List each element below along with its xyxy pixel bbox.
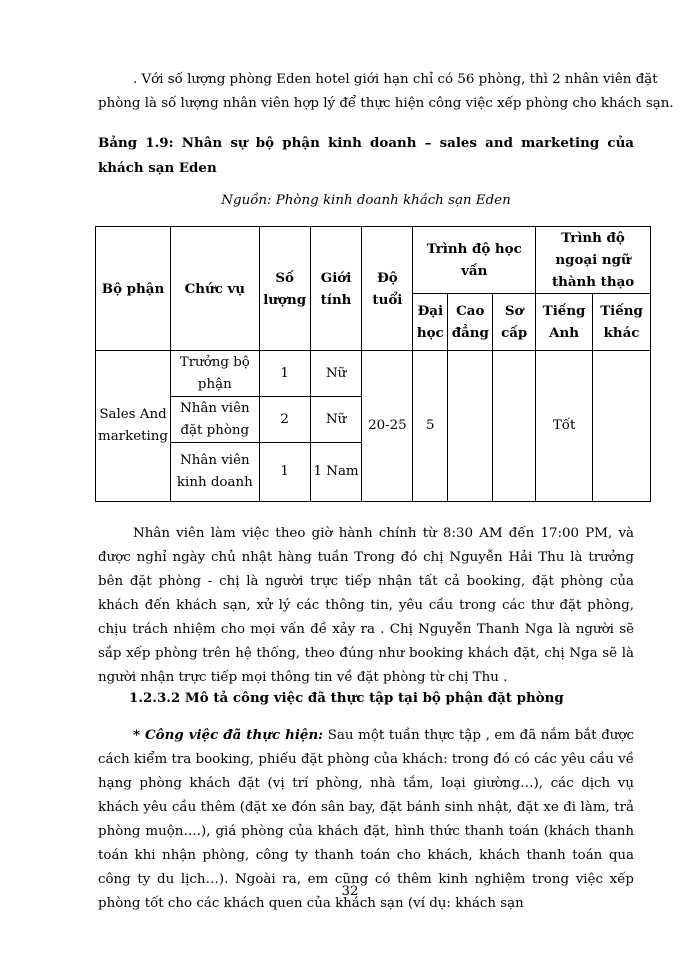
table-row [96,351,651,397]
section-title: 1.2.3.2 Mô tả công việc đã thực tập tại bộ phận đặt phòng [129,690,564,706]
university-cell: 5 [413,351,448,502]
intro-line-2: phòng là số lượng nhân viên hợp lý để thực hiện công việc xếp phòng cho khách sạn. [98,96,674,111]
header-english: Tiếng Anh [536,294,593,351]
table-caption: Bảng 1.9: Nhân sự bộ phận kinh doanh – sales and marketing của khách sạn Eden [98,135,634,176]
gender-cell: 1 Nam [310,443,362,502]
position-cell: Nhân viên kinh doanh [170,443,259,502]
header-college: Cao đẳng [448,294,493,351]
header-age: Độ tuổi [362,227,413,351]
work-done-lead: * Công việc đã thực hiện: [133,727,324,743]
position-cell: Nhân viên đặt phòng [170,397,259,443]
page-number: 32 [341,884,359,899]
gender-cell: Nữ [310,351,362,397]
quantity-cell: 2 [259,397,310,443]
header-gender: Giới tính [310,227,362,351]
quantity-cell: 1 [259,443,310,502]
paragraph-staff-schedule: Nhân viên làm việc theo giờ hành chính từ 8:30 AM đến 17:00 PM, và được nghỉ ngày chủ nhật hàng tuần Trong đó chị Nguyễn Hải Thu là trưởng bên đặt phòng - chị là người trực tiếp nhận tất cả booking, đặt phòng của khách đến khách sạn, xử lý các thông tin, yêu cầu trong các thư đặt phòng, chịu trách nhiệm cho mọi vấn đề xảy ra . Chị Nguyễn Thanh Nga là người sẽ sắp xếp phòng trên hệ thống, theo đúng như booking khách đặt, chị Nga sẽ là người nhận trực tiếp mọi thông tin về đặt phòng từ chị Thu . [98,526,634,685]
header-department: Bộ phận [96,227,171,351]
header-position: Chức vụ [170,227,259,351]
position-cell: Trưởng bộ phận [170,351,259,397]
header-other-language: Tiếng khác [593,294,651,351]
work-done-text: Sau một tuần thực tập , em đã nắm bắt được cách kiểm tra booking, phiếu đặt phòng của khách: trong đó có các yêu cầu về hạng phòng khách đặt (vị trí phòng, nhà tắm, loại giường…), các dịch vụ khách yêu cầu thêm (đặt xe đón sân bay, đặt bánh sinh nhật, đặt xe đi làm, trả phòng muộn….), giá phòng của khách đặt, hình thức thanh toán (khách thanh toán khi nhận phòng, công ty thanh toán cho khách, khách thanh toán qua công ty du lịch…). Ngoài ra, em cũng có thêm kinh nghiệm trong việc xếp phòng tốt cho các khách quen của khách sạn (ví dụ: khách sạn [98,728,634,911]
header-elementary: Sơ cấp [493,294,536,351]
quantity-cell: 1 [259,351,310,397]
age-cell: 20-25 [362,351,413,502]
header-university: Đại học [413,294,448,351]
gender-cell: Nữ [310,397,362,443]
department-cell: Sales And marketing [96,351,171,502]
intro-line-1: . Với số lượng phòng Eden hotel giới hạn chỉ có 56 phòng, thì 2 nhân viên đặt [133,72,658,87]
college-cell [448,351,493,502]
staff-table [95,226,651,502]
other-language-cell [593,351,651,502]
header-language: Trình độ ngoại ngữ thành thạo [536,227,651,294]
english-cell: Tốt [536,351,593,502]
elementary-cell [493,351,536,502]
header-education: Trình độ học vấn [413,227,536,294]
table-source: Nguồn: Phòng kinh doanh khách sạn Eden [221,193,511,208]
header-quantity: Số lượng [259,227,310,351]
